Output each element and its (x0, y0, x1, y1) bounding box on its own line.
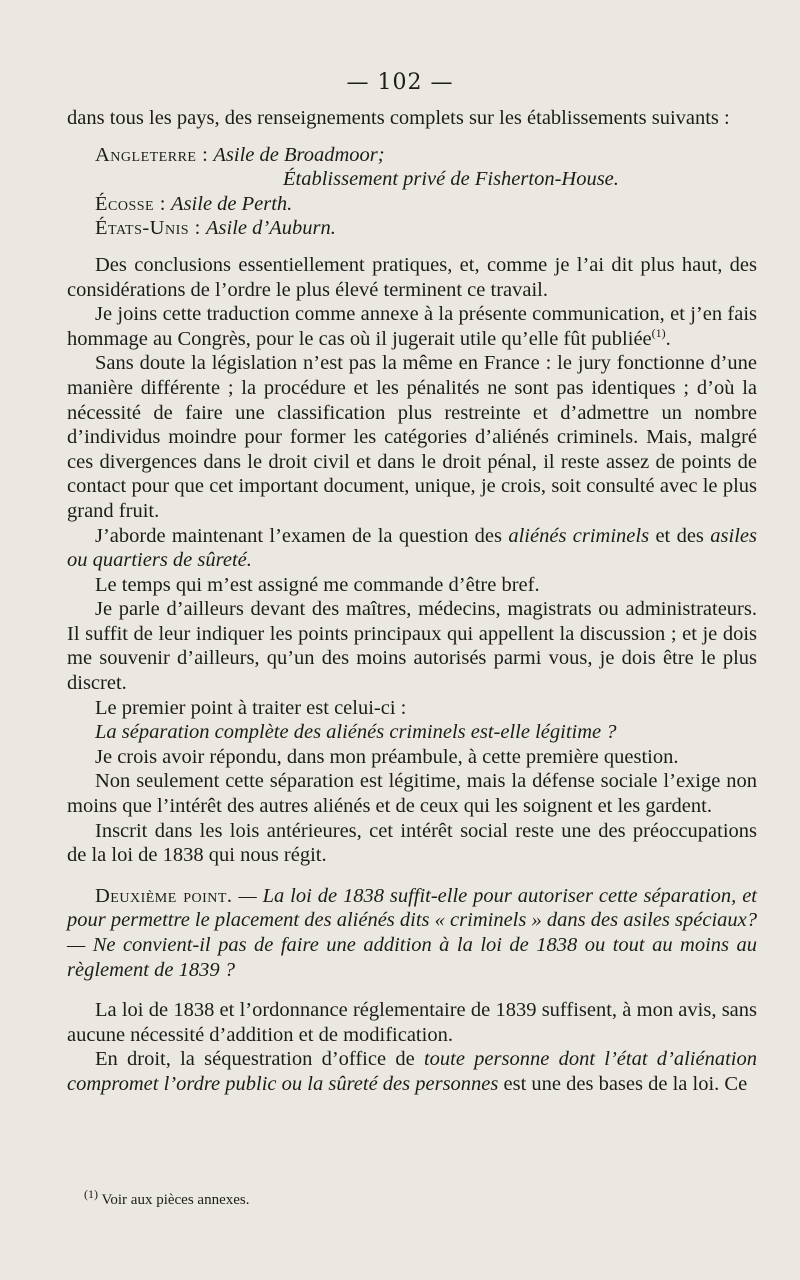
punctuation: . (665, 327, 671, 350)
paragraph: La loi de 1838 et l’ordonnance réglementaire de 1839 suffisent, à mon avis, sans aucune nécessité d’addition et de modification. (67, 999, 757, 1046)
list-item (95, 216, 757, 241)
paragraph-text: En droit, la séquestration d’office de (95, 1048, 415, 1071)
emphasis: toute personne dont l’état d’aliénation compromet l’ordre public ou la sûreté des personnes (67, 1048, 757, 1095)
paragraph: Inscrit dans les lois antérieures, cet intérêt social reste une des préoccupations de la loi de 1838 qui nous régit. (67, 819, 757, 867)
paragraph: dans tous les pays, des renseignements complets sur les établissements suivants : (67, 107, 730, 129)
country-label: États-Unis : (95, 217, 201, 240)
list-item (95, 143, 757, 168)
establishment-name: Asile de Broadmoor; (213, 143, 385, 166)
paragraph: Non seulement cette séparation est légitime, mais la défense sociale l’exige non moins que l’intérêt des autres aliénés et de ceux qui les soignent et les gardent. (67, 770, 757, 818)
establishment-name: Asile d’Auburn. (206, 217, 336, 240)
emphasis: aliénés criminels (508, 524, 650, 547)
country-label: Angleterre : (95, 143, 209, 166)
country-label: Écosse : (95, 192, 166, 215)
paragraph: Le temps qui m’est assigné me commande d’être bref. (95, 573, 540, 596)
paragraph: Je parle d’ailleurs devant des maîtres, médecins, magistrats ou administrateurs. Il suffit de leur indiquer les points principaux qui appellent la discussion ; et je dois me souvenir d’ailleurs, qu’un des moins autorisés parmi vous, je dois être le plus discret. (67, 598, 757, 695)
footnote-text: Voir aux pièces annexes. (101, 1192, 250, 1208)
establishments-list (67, 143, 757, 241)
paragraph-text: et des (655, 524, 704, 547)
paragraph (67, 1047, 757, 1096)
emphasis: asiles ou quartiers de sûreté. (67, 524, 757, 572)
paragraph: Le premier point à traiter est celui-ci : (95, 696, 407, 719)
paragraph (67, 524, 757, 573)
establishment-name: Asile de Perth. (171, 192, 293, 215)
question-heading: La séparation complète des aliénés criminels est-elle légitime ? (95, 721, 617, 744)
page-number: — 102 — (346, 70, 454, 95)
establishment-name: Établissement privé de Fisherton-House. (283, 168, 619, 191)
paragraph: Des conclusions essentiellement pratiques, et, comme je l’ai dit plus haut, des considérations de l’ordre le plus élevé terminent ce travail. (67, 253, 757, 301)
paragraph-text: Je joins cette traduction comme annexe à la présente communication, et j’en fais hommage au Congrès, pour le cas où il jugerait utile qu’elle fût publiée (67, 303, 757, 350)
paragraph (67, 302, 757, 351)
footnote-reference: (1) (651, 325, 666, 340)
paragraph-text: est une des bases de la loi. Ce (503, 1072, 748, 1095)
body-text (67, 106, 757, 1097)
section-question: — La loi de 1838 suffit-elle pour autoriser cette séparation, et pour permettre le placement des aliénés dits « criminels » dans des asiles spéciaux? — Ne convient-il pas de faire une addition à la loi de 1838 ou tout au moins au règlement de 1839 ? (67, 884, 758, 981)
footnote-mark: (1) (84, 1187, 98, 1201)
list-item (95, 192, 757, 217)
footnote (84, 1187, 250, 1209)
paragraph: Je crois avoir répondu, dans mon préambule, à cette première question. (95, 745, 679, 768)
paragraph: Sans doute la législation n’est pas la même en France : le jury fonctionne d’une manière différente ; la procédure et les pénalités ne sont pas identiques ; d’où la nécessité de faire une classification plus restreinte et d’admettre un nombre d’individus moindre pour former les catégories d’aliénés criminels. Mais, malgré ces divergences dans le droit civil et dans le droit pénal, il reste assez de points de contact pour que cet important document, unique, je crois, soit consulté avec le plus grand fruit. (67, 352, 757, 522)
section-label: Deuxième point. (95, 884, 233, 907)
section-heading (67, 884, 757, 982)
paragraph-text: J’aborde maintenant l’examen de la question des (95, 524, 502, 547)
